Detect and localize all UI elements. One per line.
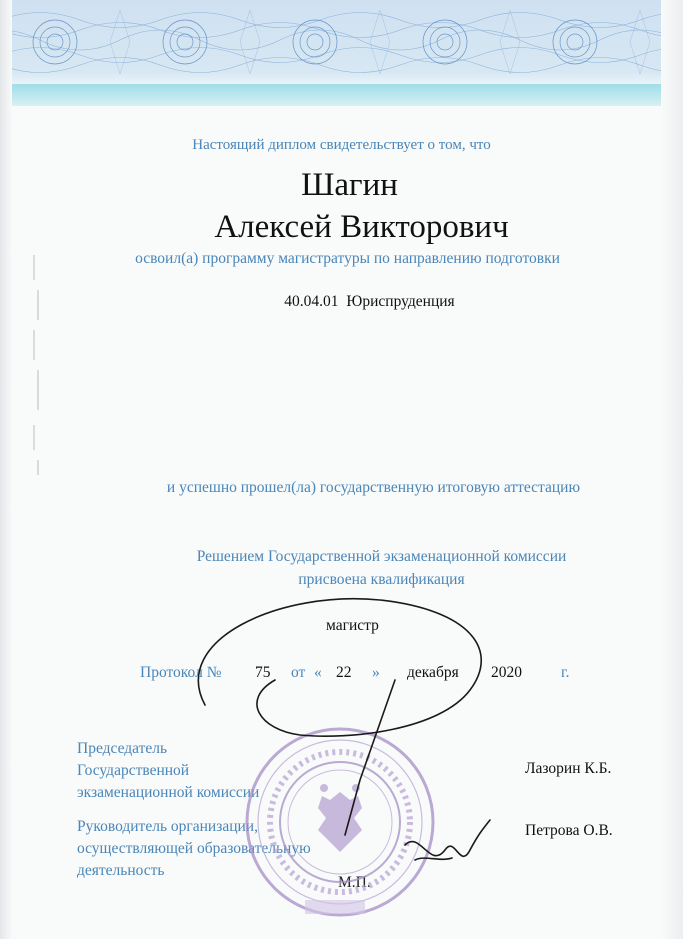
chairman-title-line-3: экзаменационной комиссии: [77, 784, 260, 801]
quote-open: «: [314, 664, 322, 681]
head-title-line-1: Руководитель организации,: [77, 818, 258, 835]
chairman-name: Лазорин К.Б.: [525, 760, 612, 777]
mastered-program-text: освоил(а) программу магистратуры по направлению подготовки: [135, 250, 560, 267]
head-title-line-3: деятельность: [77, 862, 165, 879]
quote-close: »: [372, 664, 380, 681]
qualification: магистр: [326, 617, 379, 634]
decision-line-1: Решением Государственной экзаменационной комиссии: [196, 548, 567, 565]
graduate-given-names: Алексей Викторович: [214, 209, 509, 245]
chairman-title-line-2: Государственной: [77, 762, 190, 779]
head-name: Петрова О.В.: [525, 822, 613, 839]
decision-line-2: присвоена квалификация: [298, 571, 465, 588]
chairman-title-line-1: Председатель: [77, 740, 168, 757]
protocol-day: 22: [336, 664, 352, 681]
protocol-month: декабря: [407, 664, 459, 681]
protocol-number: 75: [255, 664, 271, 681]
program-code: 40.04.01: [284, 293, 339, 310]
graduate-surname: Шагин: [301, 167, 398, 203]
year-suffix: г.: [561, 664, 570, 681]
program-name: Юриспруденция: [346, 293, 455, 310]
intro-text: Настоящий диплом свидетельствует о том, что: [192, 137, 491, 153]
passed-attestation-text: и успешно прошел(ла) государственную итоговую аттестацию: [166, 479, 581, 496]
protocol-label: Протокол №: [140, 664, 222, 681]
program-line: [28, 293, 683, 311]
seal-place-label: М.П.: [338, 874, 371, 891]
protocol-year: 2020: [491, 664, 522, 681]
guilloche-border: [0, 0, 683, 110]
side-imprint: [28, 250, 48, 480]
head-title-line-2: осуществляющей образовательную: [77, 840, 311, 857]
protocol-from-label: от: [291, 664, 306, 681]
